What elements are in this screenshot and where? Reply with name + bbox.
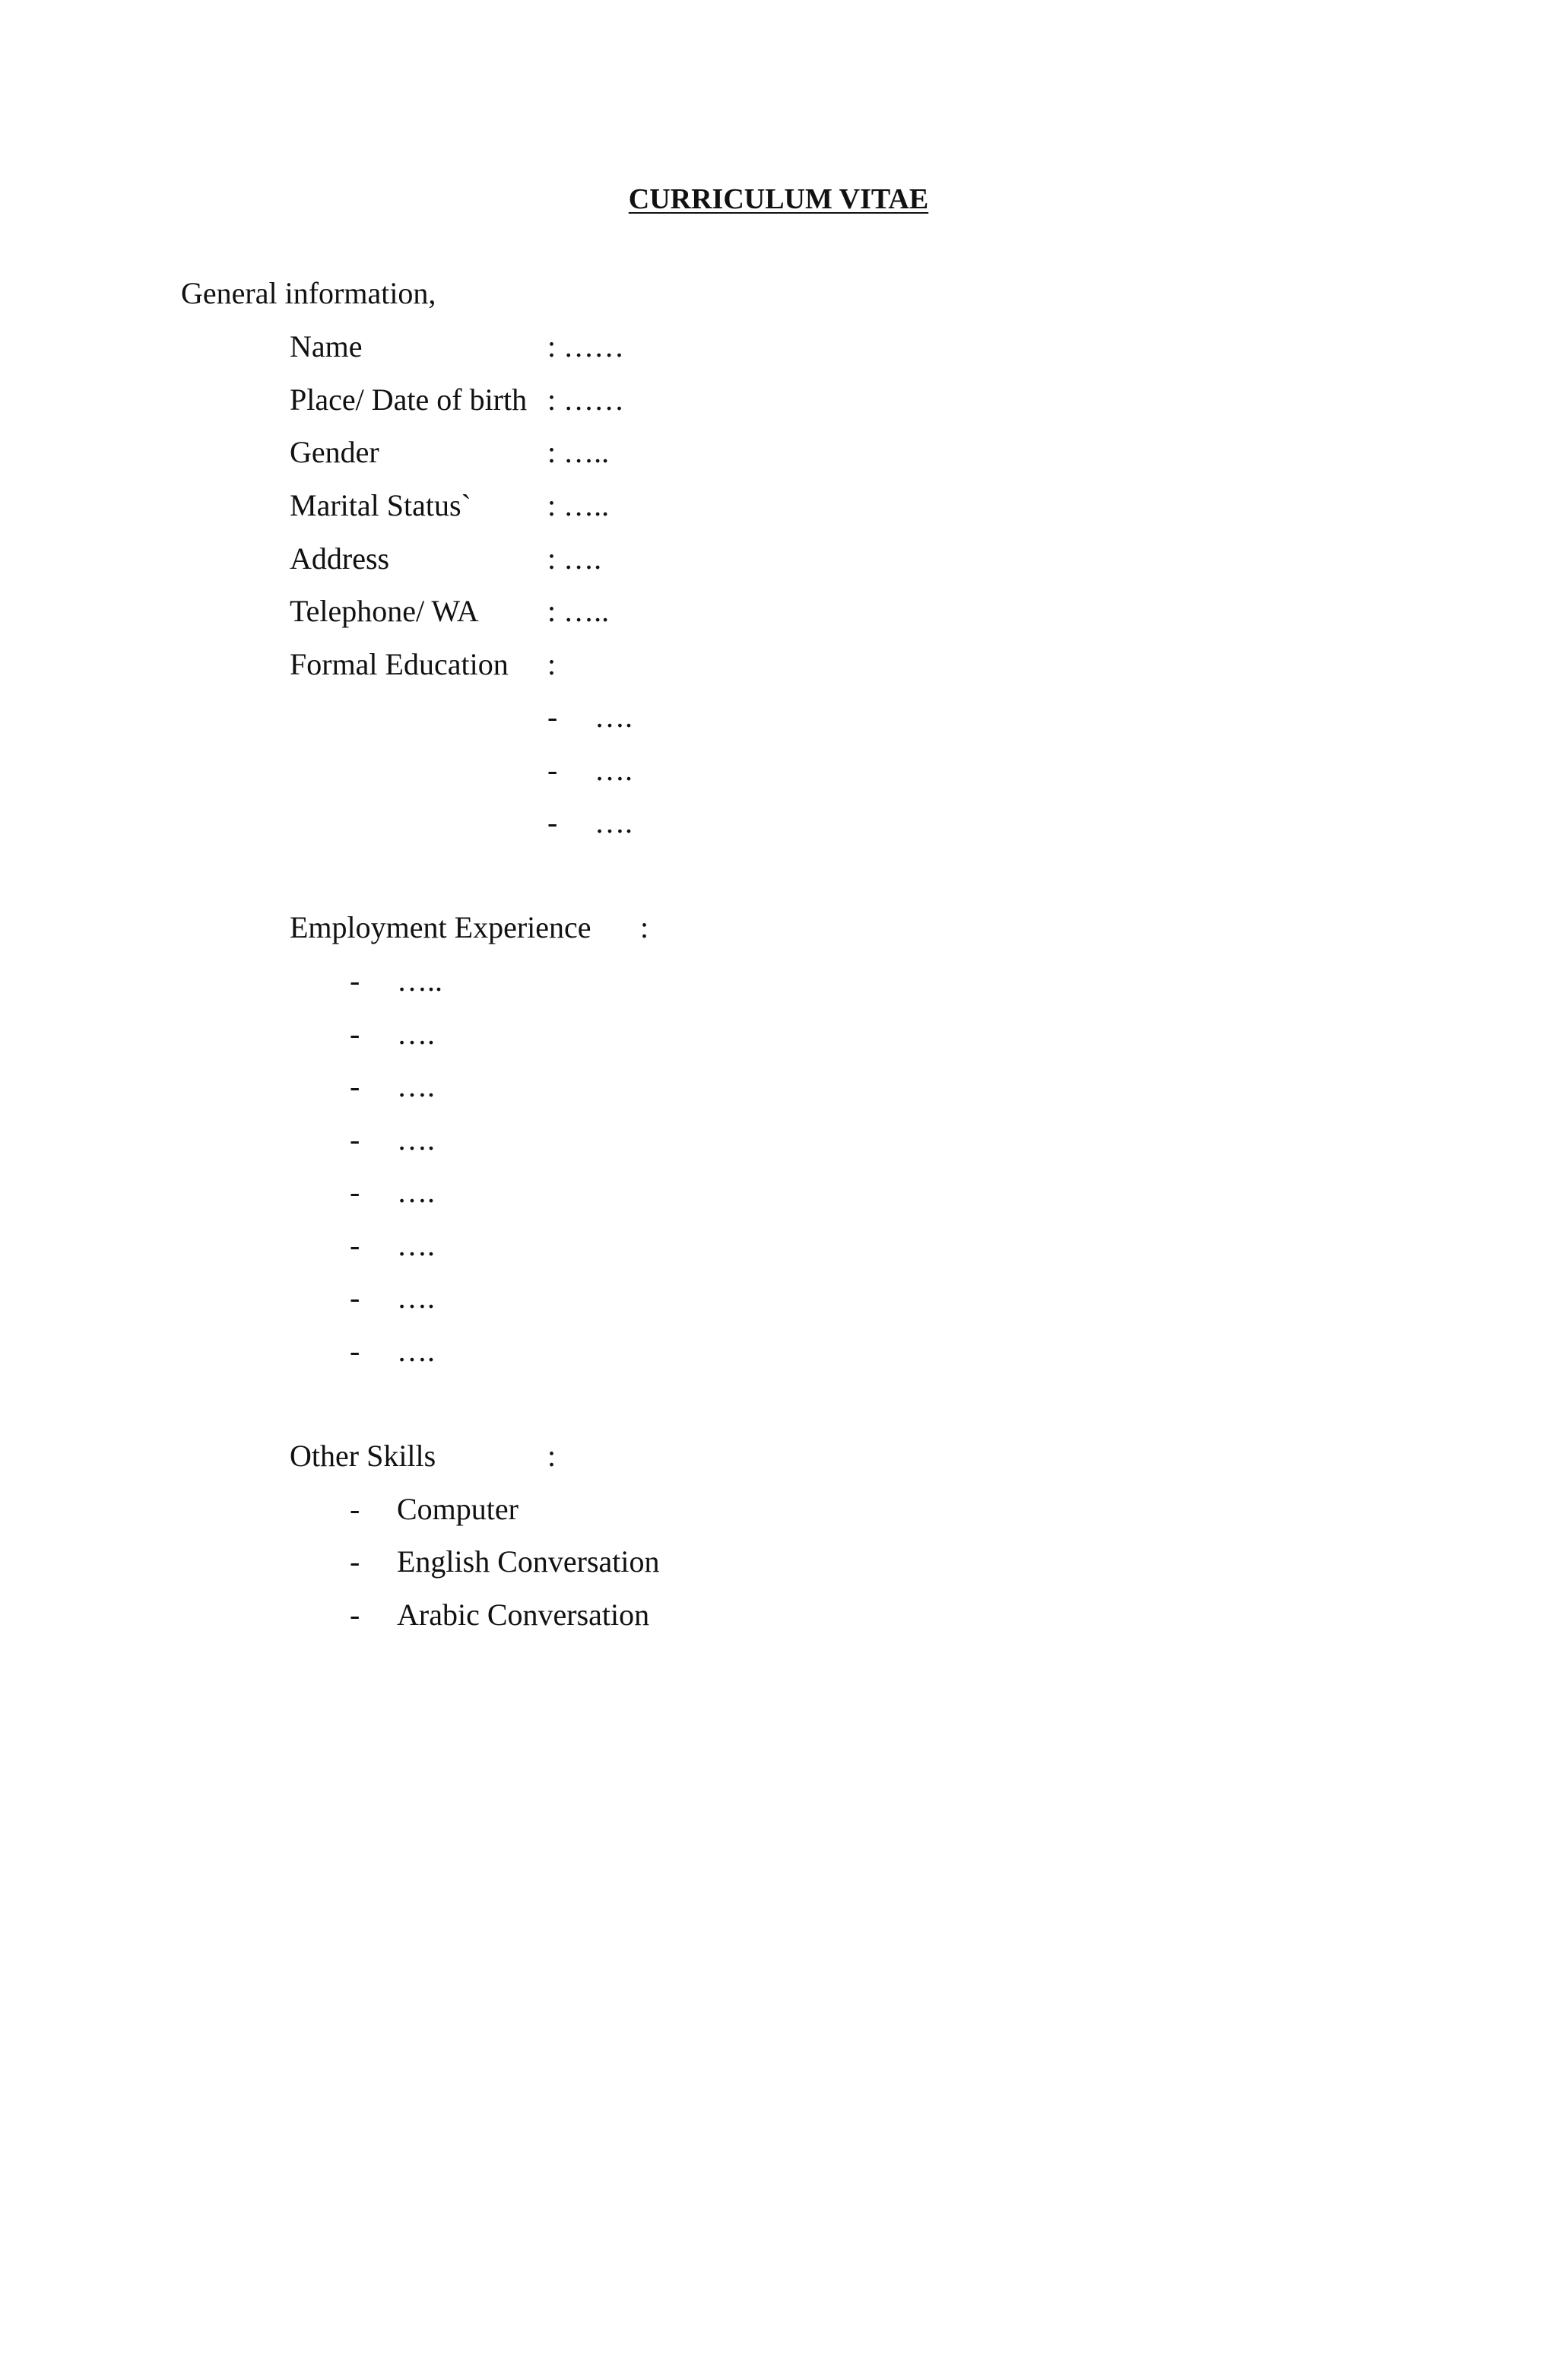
employment-item-5: …. (397, 1175, 435, 1209)
employment-experience-label: Employment Experience (290, 910, 591, 944)
employment-dash-2: - (350, 1017, 360, 1051)
education-dash-2: - (547, 753, 558, 787)
employment-item-1: ….. (397, 963, 442, 998)
other-skills-colon: : (547, 1439, 557, 1473)
general-information-heading: General information, (181, 276, 436, 310)
employment-item-8: …. (397, 1334, 435, 1368)
marital-status-label: Marital Status` (290, 488, 471, 522)
skill-item-english: English Conversation (397, 1544, 660, 1579)
formal-education-colon: : (547, 647, 557, 681)
employment-item-2: …. (397, 1017, 435, 1051)
address-label: Address (290, 541, 390, 576)
marital-status-value: : ….. (547, 488, 610, 522)
address-value: : …. (547, 541, 602, 576)
employment-item-3: …. (397, 1069, 435, 1103)
education-item-1: …. (595, 700, 633, 734)
telephone-wa-value: : ….. (547, 594, 610, 628)
skill-item-computer: Computer (397, 1492, 518, 1526)
place-date-of-birth-value: : …… (547, 382, 625, 417)
skill-dash-2: - (350, 1544, 360, 1579)
employment-item-4: …. (397, 1122, 435, 1157)
employment-dash-6: - (350, 1228, 360, 1262)
education-dash-3: - (547, 805, 558, 839)
employment-dash-1: - (350, 963, 360, 998)
education-item-3: …. (595, 805, 633, 839)
employment-experience-colon: : (640, 910, 649, 944)
gender-label: Gender (290, 435, 379, 469)
employment-item-7: …. (397, 1280, 435, 1315)
name-value: : …… (547, 329, 625, 363)
skill-dash-3: - (350, 1598, 360, 1632)
skill-item-arabic: Arabic Conversation (397, 1598, 650, 1632)
telephone-wa-label: Telephone/ WA (290, 594, 479, 628)
place-date-of-birth-label: Place/ Date of birth (290, 382, 528, 417)
employment-item-6: …. (397, 1228, 435, 1262)
employment-dash-4: - (350, 1122, 360, 1157)
employment-dash-7: - (350, 1280, 360, 1315)
employment-dash-8: - (350, 1334, 360, 1368)
formal-education-label: Formal Education (290, 647, 509, 681)
employment-dash-3: - (350, 1069, 360, 1103)
education-item-2: …. (595, 753, 633, 787)
name-label: Name (290, 329, 363, 363)
document-title: CURRICULUM VITAE (628, 183, 929, 215)
gender-value: : ….. (547, 435, 610, 469)
other-skills-label: Other Skills (290, 1439, 436, 1473)
employment-dash-5: - (350, 1175, 360, 1209)
education-dash-1: - (547, 700, 558, 734)
skill-dash-1: - (350, 1492, 360, 1526)
